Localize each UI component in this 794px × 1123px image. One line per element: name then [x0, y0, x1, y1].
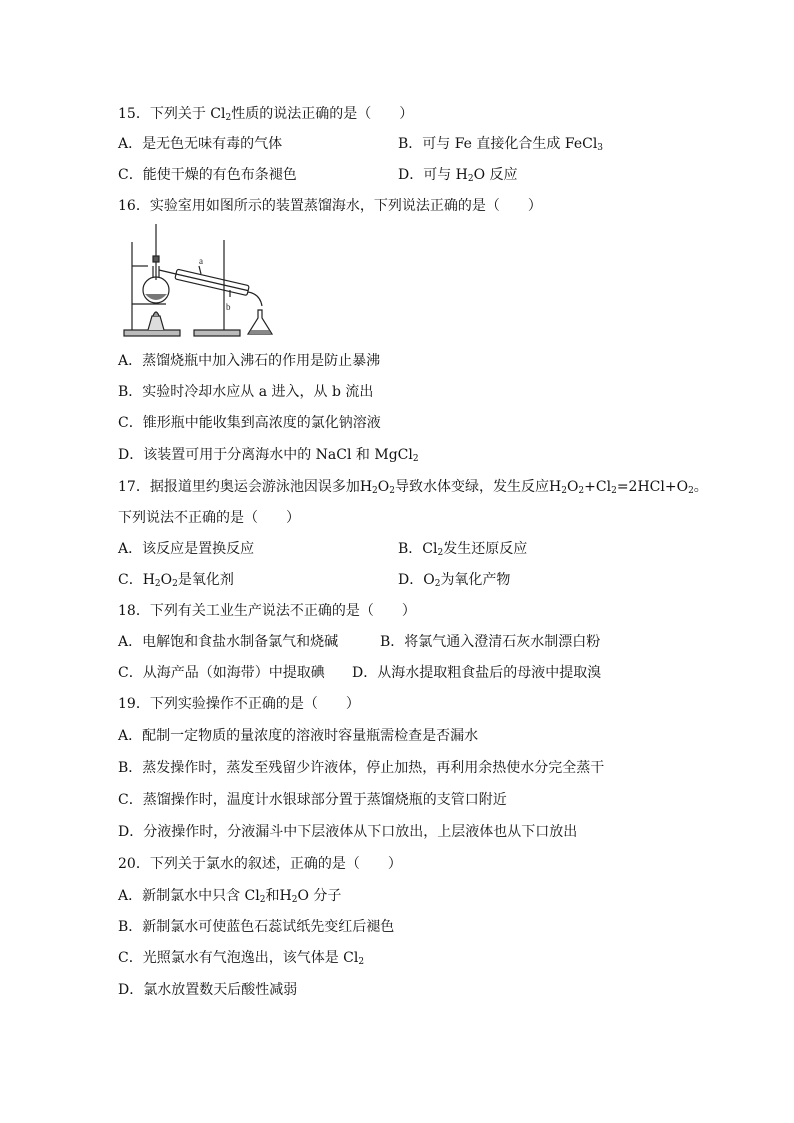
q18-option-c: C．从海产品（如海带）中提取碘	[118, 665, 325, 681]
q18-option-b: B．将氯气通入澄清石灰水制漂白粉	[380, 634, 601, 650]
q19-stem: 19．下列实验操作不正确的是（ ）	[118, 696, 360, 712]
q16-option-b: B．实验时冷却水应从 a 进入，从 b 流出	[118, 384, 374, 400]
q16-option-a: A．蒸馏烧瓶中加入沸石的作用是防止暴沸	[118, 353, 381, 369]
q17-stem-line2: 下列说法不正确的是（ ）	[118, 510, 300, 526]
q20-stem: 20．下列关于氯水的叙述，正确的是（ ）	[118, 856, 402, 872]
q16-stem: 16．实验室用如图所示的装置蒸馏海水，下列说法正确的是（ ）	[118, 198, 542, 214]
q15-option-c: C．能使干燥的有色布条褪色	[118, 167, 297, 183]
q19-option-c: C．蒸馏操作时，温度计水银球部分置于蒸馏烧瓶的支管口附近	[118, 792, 507, 808]
q20-option-d: D．氯水放置数天后酸性减弱	[118, 982, 298, 998]
q15-option-d: D．可与 $H_2O$ 反应	[398, 167, 518, 184]
q15-option-b: B．可与 Fe 直接化合生成 FeCl$_3$	[398, 136, 604, 153]
q17-stem: 17．据报道里约奥运会游泳池因误多加$H_2O_2$导致水体变绿，发生反应$H_2O_2+Cl_2=2HCl+O_2$。	[118, 479, 708, 496]
q20-option-b: B．新制氯水可使蓝色石蕊试纸先变红后褪色	[118, 919, 395, 935]
q17-option-c: C．$H_2O_2$是氧化剂	[118, 572, 234, 589]
q18-option-a: A．电解饱和食盐水制备氯气和烧碱	[118, 634, 339, 650]
q17-option-d: D．$O_2$为氧化产物	[398, 572, 511, 589]
q17-option-b: B．$Cl_2$发生还原反应	[398, 541, 528, 558]
q19-option-a: A．配制一定物质的量浓度的溶液时容量瓶需检查是否漏水	[118, 728, 479, 744]
q18-stem: 18．下列有关工业生产说法不正确的是（ ）	[118, 603, 416, 619]
q19-option-b: B．蒸发操作时，蒸发至残留少许液体，停止加热，再利用余热使水分完全蒸干	[118, 760, 605, 776]
q15-stem: 15．下列关于 $Cl_2$性质的说法正确的是（ ）	[118, 106, 414, 123]
q17-option-a: A．该反应是置换反应	[118, 541, 255, 557]
q20-option-c: C．光照氯水有气泡逸出，该气体是 $Cl_2$	[118, 950, 365, 967]
condenser-label-a: a	[199, 256, 203, 266]
q20-option-a: A．新制氯水中只含 $Cl_2$和$H_2O$ 分子	[118, 888, 342, 905]
q16-option-c: C．锥形瓶中能收集到高浓度的氯化钠溶液	[118, 415, 381, 431]
q16-option-d: D．该装置可用于分离海水中的 NaCl 和 MgCl$_2$	[118, 447, 419, 464]
distillation-apparatus-figure	[120, 222, 285, 342]
q19-option-d: D．分液操作时，分液漏斗中下层液体从下口放出，上层液体也从下口放出	[118, 824, 578, 840]
q15-option-a: A．是无色无味有毒的气体	[118, 136, 283, 152]
q18-option-d: D．从海水提取粗食盐后的母液中提取溴	[352, 665, 602, 681]
condenser-label-b: b	[226, 302, 231, 312]
